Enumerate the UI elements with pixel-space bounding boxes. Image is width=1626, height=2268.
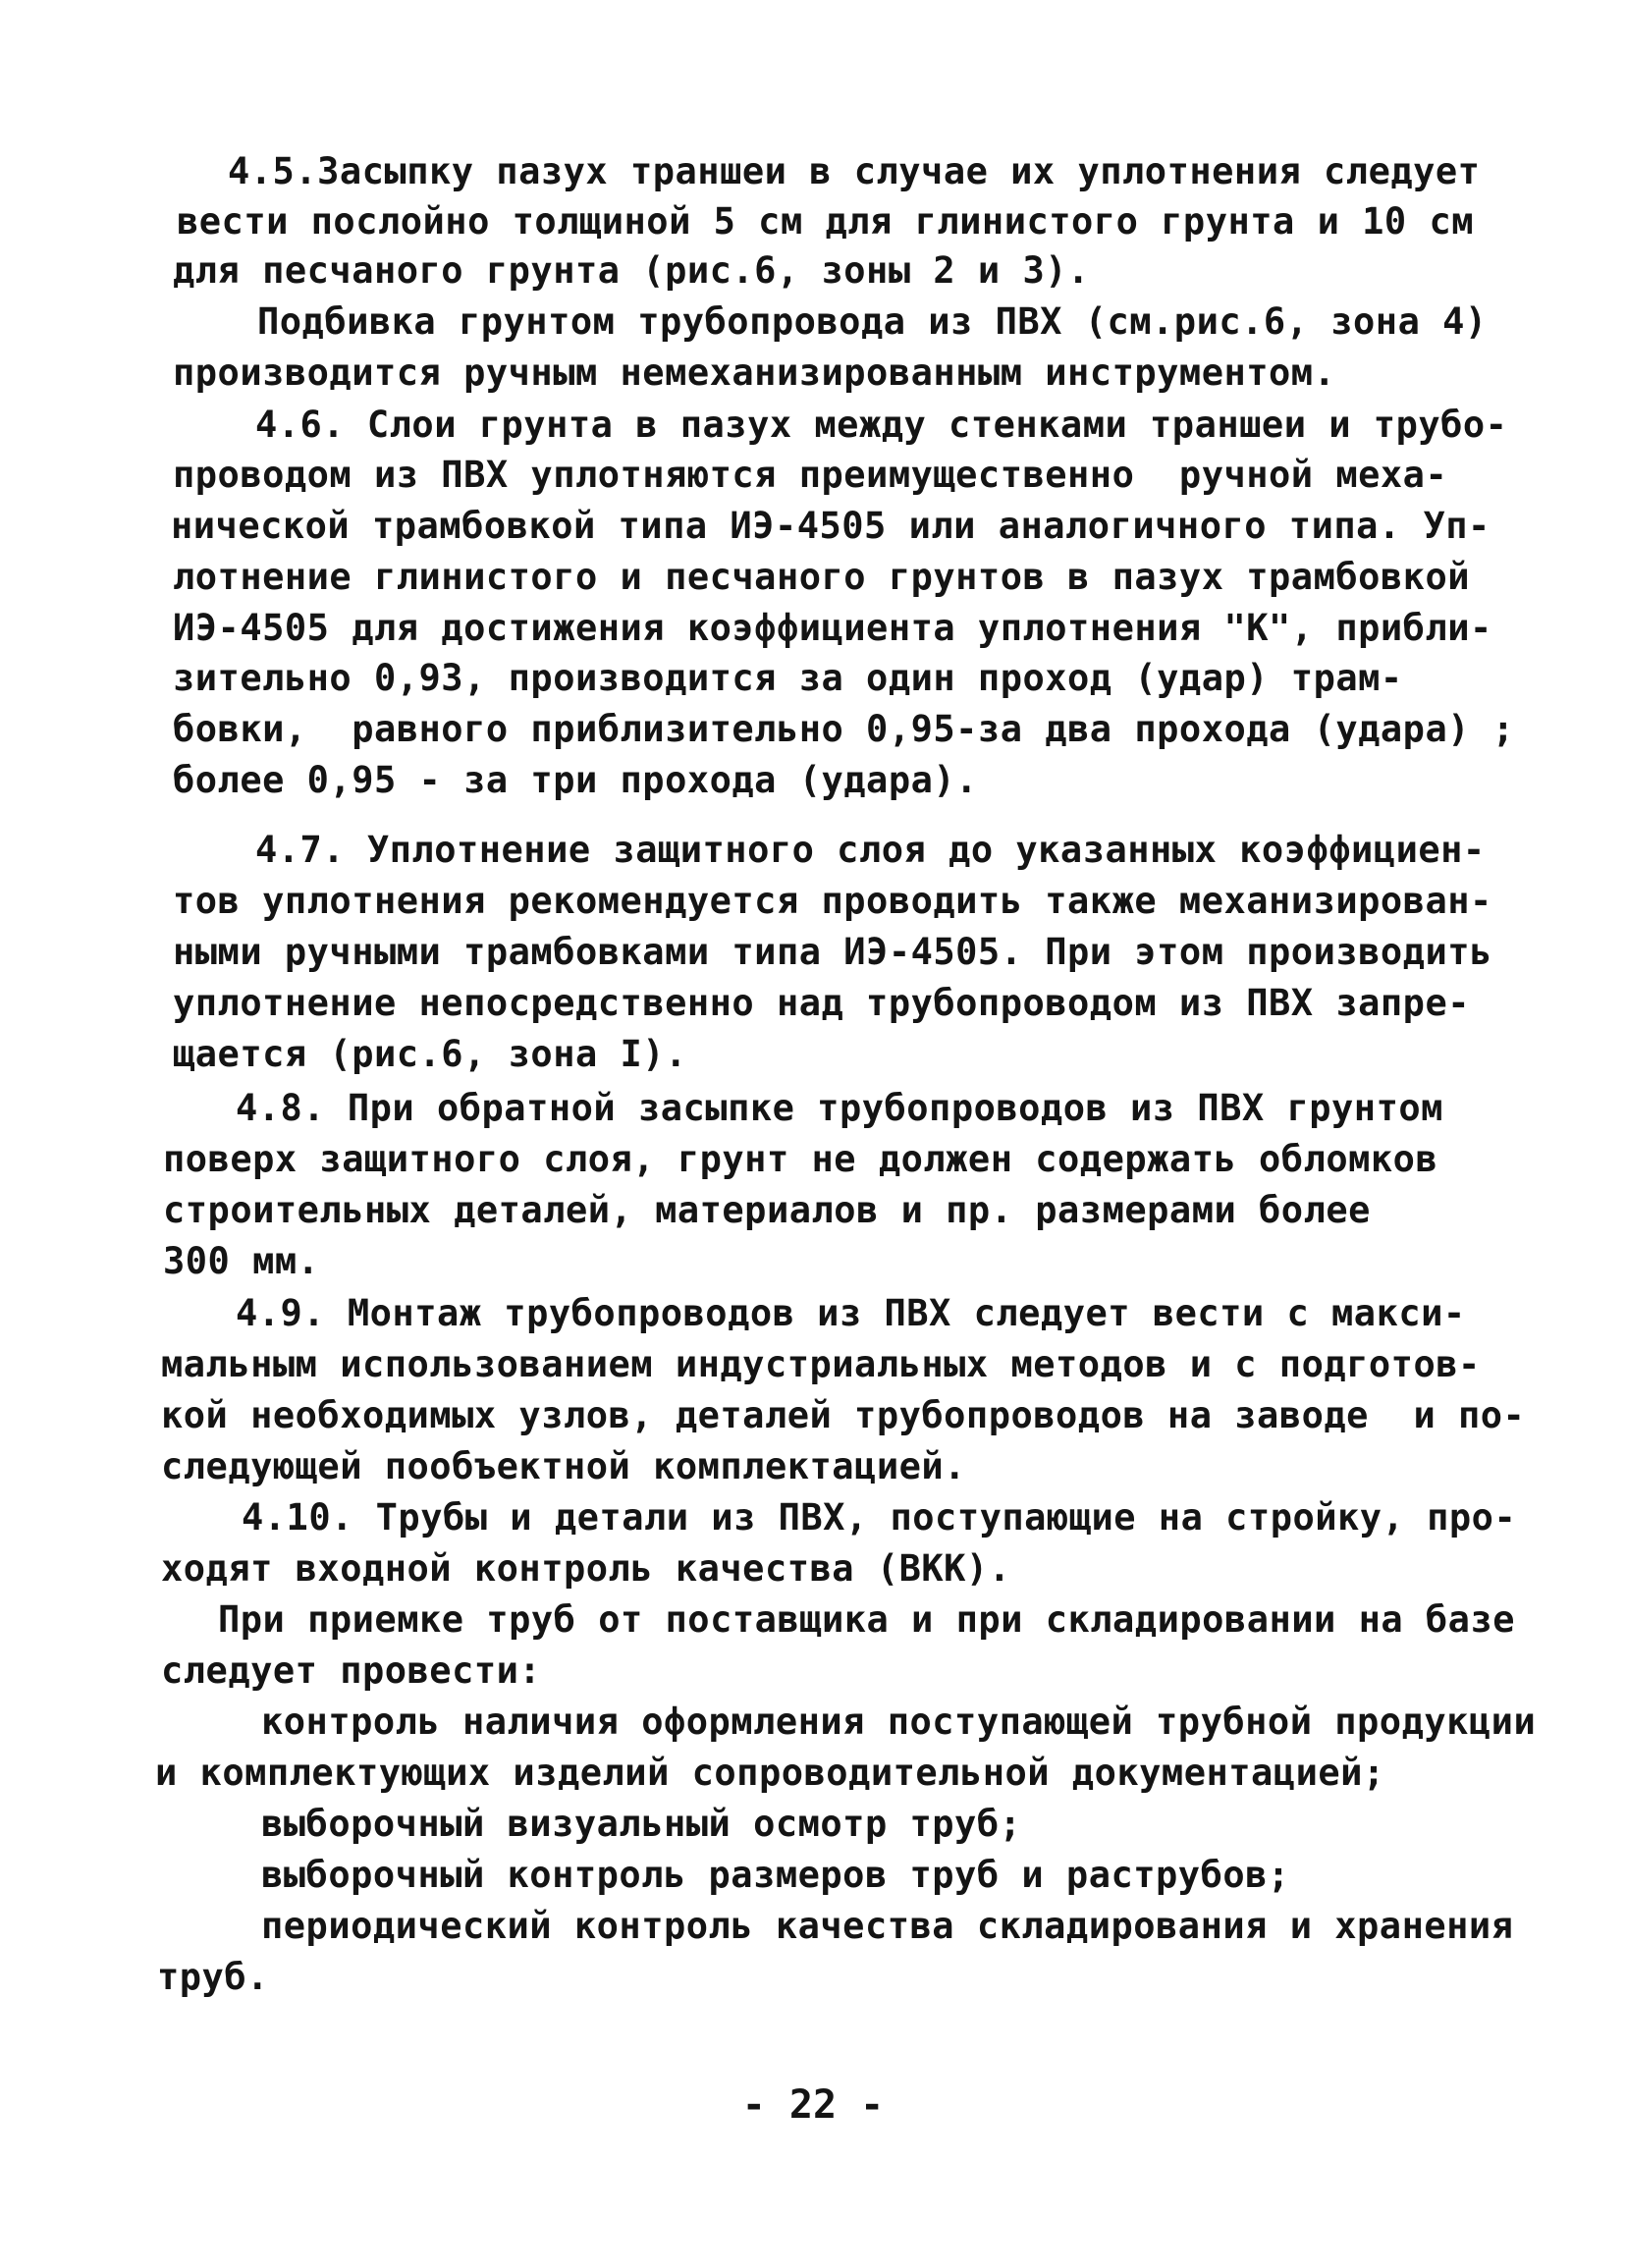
text-line: периодический контроль качества складирования и хранения [261, 1905, 1514, 1947]
text-line: тов уплотнения рекомендуется проводить также механизирован- [173, 880, 1492, 922]
text-line: поверх защитного слоя, грунт не должен содержать обломков [163, 1138, 1438, 1180]
text-line: следующей пообъектной комплектацией. [161, 1445, 966, 1487]
page-number: - 22 - [741, 2082, 885, 2128]
text-line: ходят входной контроль качества (ВКК). [161, 1547, 1011, 1590]
text-line: 4.8. При обратной засыпке трубопроводов из ПВХ грунтом [236, 1087, 1443, 1129]
text-line: строительных деталей, материалов и пр. размерами более [163, 1189, 1371, 1231]
text-line: 4.10. Трубы и детали из ПВХ, поступающие на стройку, про- [242, 1496, 1517, 1539]
text-line: кой необходимых узлов, деталей трубопроводов на заводе и по- [161, 1394, 1526, 1436]
text-line: производится ручным немеханизированным инструментом. [173, 351, 1336, 394]
text-line: лотнение глинистого и песчаного грунтов в пазух трамбовкой [173, 556, 1471, 598]
text-line: бовки, равного приблизительно 0,95-за два прохода (удара) ; [173, 708, 1515, 750]
text-line: и комплектующих изделий сопроводительной документацией; [155, 1752, 1385, 1794]
text-line: 4.7. Уплотнение защитного слоя до указанных коэффициен- [255, 829, 1486, 871]
text-line: Подбивка грунтом трубопровода из ПВХ (см.рис.6, зона 4) [257, 300, 1488, 343]
text-line: ИЭ-4505 для достижения коэффициента уплотнения "К", прибли- [173, 607, 1492, 649]
text-line: для песчаного грунта (рис.6, зоны 2 и 3). [173, 249, 1090, 292]
text-line: 4.9. Монтаж трубопроводов из ПВХ следует вести с макси- [236, 1292, 1466, 1334]
text-line: более 0,95 - за три прохода (удара). [173, 759, 978, 801]
text-line: контроль наличия оформления поступающей трубной продукции [261, 1701, 1537, 1743]
text-line: выборочный визуальный осмотр труб; [261, 1803, 1022, 1845]
text-line: 4.6. Слои грунта в пазух между стенками траншеи и трубо- [255, 404, 1508, 446]
text-line: щается (рис.6, зона I). [173, 1033, 687, 1075]
text-line: проводом из ПВХ уплотняются преимущественно ручной меха- [173, 454, 1448, 496]
text-line: При приемке труб от поставщика и при складировании на базе [218, 1598, 1516, 1641]
text-line: ными ручными трамбовками типа ИЭ-4505. При этом производить [173, 931, 1492, 973]
text-line: зительно 0,93, производится за один проход (удар) трам- [173, 657, 1403, 699]
text-line: нической трамбовкой типа ИЭ-4505 или аналогичного типа. Уп- [171, 505, 1490, 547]
text-line: 300 мм. [163, 1240, 320, 1282]
text-line: следует провести: [161, 1649, 542, 1692]
text-line: мальным использованием индустриальных методов и с подготов- [161, 1343, 1481, 1385]
text-line: уплотнение непосредственно над трубопроводом из ПВХ запре- [173, 982, 1471, 1024]
text-line: выборочный контроль размеров труб и раструбов; [261, 1854, 1290, 1896]
text-line: вести послойно толщиной 5 см для глинистого грунта и 10 см [177, 200, 1475, 243]
text-line: 4.5.Засыпку пазух траншеи в случае их уплотнения следует [228, 150, 1481, 192]
text-line: труб. [157, 1956, 269, 1998]
